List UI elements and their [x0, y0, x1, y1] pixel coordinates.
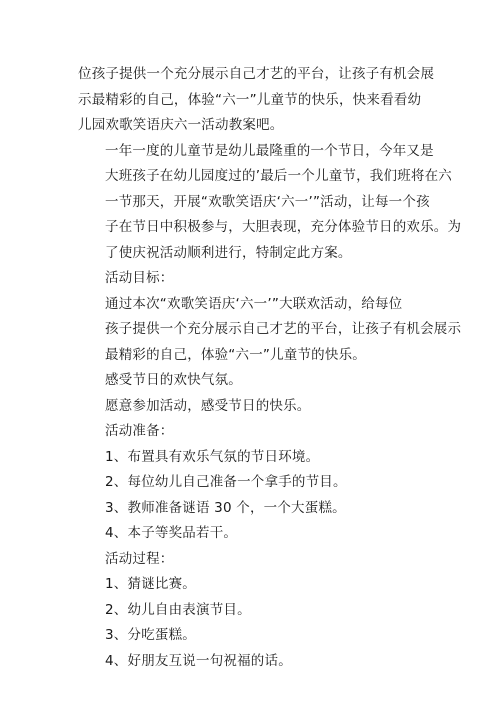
- paragraph: [78, 292, 462, 369]
- paragraph: [78, 62, 435, 139]
- text-line: 了使庆祝活动顺利进行，特制定此方案。: [105, 244, 352, 261]
- text-line: 1、布置具有欢乐气氛的节日环境。: [105, 448, 320, 465]
- text-line: 孩子提供一个充分展示自己才艺的平台，让孩子有机会展示: [105, 321, 462, 337]
- text-line: 1、猜谜比赛。: [105, 576, 196, 592]
- text-line: 通过本次“欢歌笑语庆‘六一’”大联欢活动，给每位: [105, 295, 403, 312]
- text-line: 2、幼儿自由表演节目。: [105, 601, 251, 618]
- paragraph: [78, 139, 462, 267]
- paragraph: [78, 445, 428, 471]
- text-line: 儿园欢歌笑语庆六一活动教案吧。: [78, 117, 284, 133]
- paragraph: [78, 521, 428, 547]
- text-line: 位孩子提供一个充分展示自己才艺的平台，让孩子有机会展: [78, 66, 435, 82]
- text-line: 3、分吃蛋糕。: [105, 627, 196, 643]
- text-line: 感受节日的欢快气氛。: [105, 372, 242, 388]
- text-line: 2、每位幼儿自己准备一个拿手的节目。: [105, 474, 347, 490]
- text-line: 子在节日中积极参与，大胆表现，充分体验节日的欢乐。为: [105, 219, 462, 235]
- paragraph: [78, 470, 428, 496]
- text-line: 4、好朋友互说一句祝福的话。: [105, 652, 292, 669]
- text-line: 活动目标：: [105, 270, 174, 286]
- text-line: 活动过程：: [105, 550, 174, 567]
- paragraph: [78, 394, 428, 420]
- text-line: 活动准备：: [105, 423, 174, 439]
- text-line: 一年一度的儿童节是幼儿最隆重的一个节日，今年又是: [105, 142, 434, 159]
- text-line: 3、教师准备谜语 30 个，一个大蛋糕。: [105, 499, 346, 516]
- document-body: [78, 62, 462, 674]
- text-line: 大班孩子在幼儿园度过的’最后一个儿童节，我们班将在六: [105, 168, 452, 184]
- text-line: 愿意参加活动，感受节日的快乐。: [105, 397, 311, 414]
- paragraph: [78, 649, 428, 675]
- paragraph: [78, 368, 428, 394]
- paragraph: [78, 496, 428, 522]
- paragraph: [78, 623, 428, 649]
- paragraph: [78, 266, 428, 292]
- paragraph: [78, 547, 428, 573]
- paragraph: [78, 572, 428, 598]
- paragraph: [78, 419, 428, 445]
- text-line: 一节那天，开展“欢歌笑语庆‘六一’”活动，让每一个孩: [105, 193, 430, 210]
- text-line: 最精彩的自己，体验“六一”儿童节的快乐。: [105, 346, 366, 363]
- text-line: 4、本子等奖品若干。: [105, 525, 238, 541]
- text-line: 示最精彩的自己，体验“六一”儿童节的快乐，快来看看幼: [78, 91, 422, 108]
- paragraph: [78, 598, 428, 624]
